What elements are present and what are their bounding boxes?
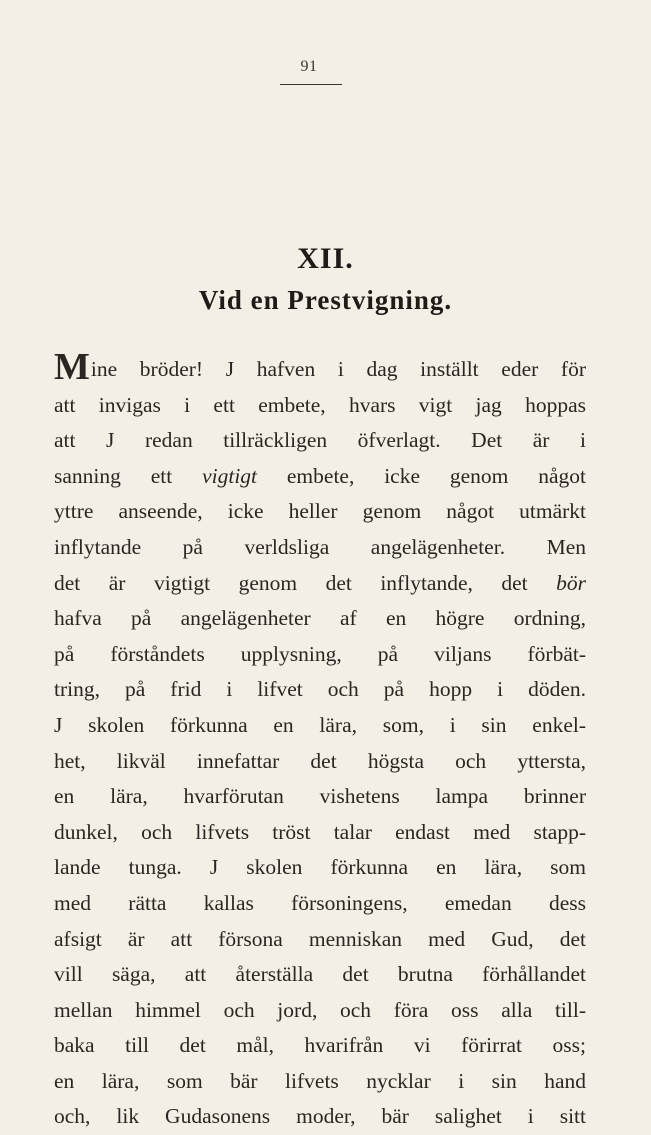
text-line: het, likväl innefattar det högsta och yttersta, — [54, 748, 586, 773]
text-line: att invigas i ett embete, hvars vigt jag hoppas — [54, 392, 586, 417]
page-number: 91 — [300, 58, 318, 75]
chapter-title: Vid en Prestvigning. — [198, 285, 453, 315]
text-line: vill säga, att återställa det brutna förhållandet — [54, 962, 586, 987]
emphasis: bör — [556, 570, 586, 595]
text-line: yttre anseende, icke heller genom något utmärkt — [54, 499, 586, 524]
text-line: inflytande på verldsliga angelägenheter. Men — [54, 534, 586, 559]
emphasis: vigtigt — [202, 463, 258, 488]
text-line: tring, på frid i lifvet och på hopp i döden. — [54, 677, 586, 702]
text-line: hafva på angelägenheter af en högre ordning, — [54, 606, 586, 631]
text-line: det är vigtigt genom det inflytande, det bör — [54, 570, 586, 595]
text-line: afsigt är att försona menniskan med Gud, det — [54, 926, 586, 951]
text-line: att J redan tillräckligen öfverlagt. Det är i — [54, 428, 586, 453]
text-line: lande tunga. J skolen förkunna en lära, som — [54, 855, 586, 880]
page-number-rule — [280, 84, 342, 85]
text-line: på förståndets upplysning, på viljans förbät- — [54, 641, 586, 666]
text-line: baka till det mål, hvarifrån vi förirrat oss; — [54, 1033, 586, 1058]
body-text — [54, 346, 586, 1135]
text-line: J skolen förkunna en lära, som, i sin enkel- — [54, 712, 586, 737]
drop-cap: M — [54, 346, 90, 388]
text-line: med rätta kallas försoningens, emedan dess — [54, 890, 586, 915]
text-line: sanning ett vigtigt embete, icke genom något — [54, 463, 586, 488]
text-line: Mine bröder! J hafven i dag inställt eder för — [54, 346, 586, 388]
text-line: dunkel, och lifvets tröst talar endast med stapp- — [54, 819, 586, 844]
text-line: en lära, som bär lifvets nycklar i sin hand — [54, 1068, 586, 1093]
text-line: och, lik Gudasonens moder, bär salighet i sitt — [54, 1104, 586, 1129]
text-line: en lära, hvarförutan vishetens lampa brinner — [54, 784, 586, 809]
chapter-number: XII. — [297, 242, 354, 275]
text-line: mellan himmel och jord, och föra oss alla till- — [54, 997, 586, 1022]
